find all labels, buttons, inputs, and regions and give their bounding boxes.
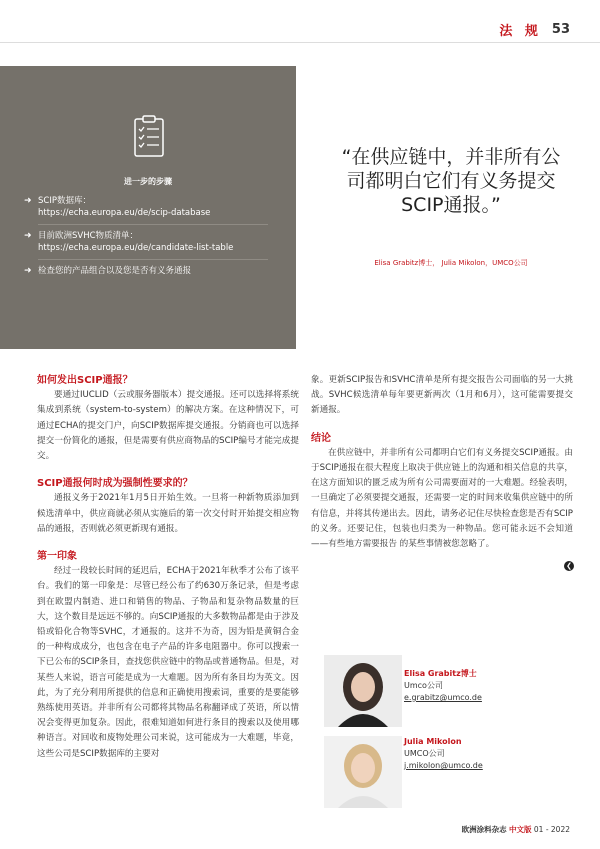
page-number: 53 bbox=[551, 22, 570, 37]
paragraph: 要通过IUCLID（云或服务器版本）提交通报。还可以选择将系统集成到系统（system-to-system）的解决方案。在这种情况下，可通过ECHA的提交门户，向SCIP数据库提交通报。分销商也可以选择提交一份简化的通报，但是需要有供应商物品的SCIP编号才能完成提交。 bbox=[37, 390, 299, 462]
section-title: 法 规 bbox=[499, 24, 542, 39]
arrow-right-icon: ➜ bbox=[24, 196, 32, 206]
right-column bbox=[311, 373, 573, 552]
header-divider bbox=[0, 42, 600, 43]
page-footer bbox=[462, 824, 570, 835]
magazine-name: 欧洲涂料杂志 bbox=[461, 825, 507, 834]
step-link[interactable]: https://echa.europa.eu/de/candidate-list-table bbox=[38, 243, 234, 253]
author-name: Elisa Grabitz博士 bbox=[404, 669, 477, 678]
clipboard-checklist-icon bbox=[133, 114, 165, 158]
author-photo-grabitz bbox=[324, 655, 402, 727]
author-company: Umco公司 bbox=[404, 681, 443, 690]
quote-line: “在供应链中，并非所有公 bbox=[341, 146, 561, 168]
author-name: Julia Mikolon bbox=[404, 737, 462, 746]
pull-quote bbox=[320, 145, 582, 217]
arrow-right-icon: ➜ bbox=[24, 231, 32, 241]
paragraph: 在供应链中，并非所有公司都明白它们有义务提交SCIP通报。由于SCIP通报在很大程度上取决于供应链上的沟通和相关信息的共享，在这方面知识的匮乏成为所有公司需要面对的一大难题。经验表明，一旦确定了必须要提交通报，还需要一定的时间来收集供应链中的所有信息，并将其传递出去。因此，请务必记住尽快检查您是否有SCIP的义务。还要记住，包装也归类为一种物品。您可能永远不会知道——有些地方需要报告 的某些事情被您忽略了。 bbox=[311, 447, 573, 550]
step-label: 目前欧洲SVHC物质清单： bbox=[38, 231, 139, 241]
step-item-scip-database bbox=[24, 195, 211, 219]
edition-label: 中文版 bbox=[509, 825, 532, 834]
heading-when-mandatory: SCIP通报何时成为强制性要求的？ bbox=[37, 478, 193, 490]
steps-title: 进一步的步骤 bbox=[124, 177, 172, 186]
end-of-article-icon: ❮ bbox=[564, 561, 574, 571]
author-photo-mikolon bbox=[324, 736, 402, 808]
author-card-mikolon bbox=[404, 736, 483, 772]
paragraph: 经过一段较长时间的延迟后，ECHA于2021年秋季才公布了该平台。我们的第一印象是：尽管已经公布了约630万条记录，但是考虑到在欧盟内制造、进口和销售的物品、子物品和复杂物品数量的巨大，这个数目是远远不够的。向SCIP通报的大多数物品都是由于涉及铅或铅化合物等SVHC，才通报的。这并不为奇，因为铅是黄铜合金的一种构成成分，也包含在电子产品的许多电阻器中。你可以搜索一下已公布的SCIP条目，查找您供应链中的物品或普通物品。但是，对某些人来说，语言可能是成为一大难题。因为所有条目均为英文。因此，为了充分利用所提供的信息和正确使用搜索词，重要的是要能够熟练使用英语。并非所有公司都将其物品名称翻译成了英语，所以情况会变得更加复杂。因此，很难知道如何进行条目的搜索以及使用哪种语言。对回收和废物处理公司来说，这可能成为一大难题，毕竟，这些公司是SCIP数据库的主要对 bbox=[37, 566, 299, 759]
paragraph: 通报义务于2021年1月5日开始生效。一旦将一种新物质添加到候选清单中，供应商就必须从实施后的第一次交付时开始提交相应物品的通报，否则就必须更新现有通报。 bbox=[37, 493, 299, 534]
author-company: UMCO公司 bbox=[404, 749, 445, 758]
step-label: SCIP数据库： bbox=[38, 196, 91, 206]
heading-how-to-notify: 如何发出SCIP通报？ bbox=[37, 375, 133, 386]
left-column bbox=[37, 373, 299, 762]
quote-credit: Elisa Grabitz博士， Julia Mikolon，UMCO公司 bbox=[374, 259, 528, 267]
author-email[interactable]: j.mikolon@umco.de bbox=[404, 761, 483, 770]
heading-first-impression: 第一印象 bbox=[37, 551, 77, 563]
step-divider bbox=[38, 259, 268, 260]
author-card-grabitz bbox=[404, 668, 482, 704]
step-label: 检查您的产品组合以及您是否有义务通报 bbox=[38, 266, 192, 276]
issue-label: 01 - 2022 bbox=[533, 825, 570, 834]
heading-conclusion: 结论 bbox=[311, 432, 331, 444]
author-email[interactable]: e.grabitz@umco.de bbox=[404, 693, 482, 702]
quote-line: SCIP通报。” bbox=[401, 194, 501, 216]
page-header bbox=[499, 20, 570, 39]
quote-line: 司都明白它们有义务提交 bbox=[346, 170, 556, 192]
step-link[interactable]: https://echa.europa.eu/de/scip-database bbox=[38, 208, 211, 218]
paragraph-continued: 象。更新SCIP报告和SVHC清单是所有提交报告公司面临的另一大挑战。SVHC候选清单每年要更新两次（1月和6月），这可能需要提交新通报。 bbox=[311, 375, 573, 416]
next-steps-box bbox=[0, 66, 296, 349]
arrow-right-icon: ➜ bbox=[24, 266, 32, 276]
step-item-svhc-list bbox=[24, 230, 234, 254]
step-item-check-portfolio bbox=[24, 265, 192, 277]
step-divider bbox=[38, 224, 268, 225]
